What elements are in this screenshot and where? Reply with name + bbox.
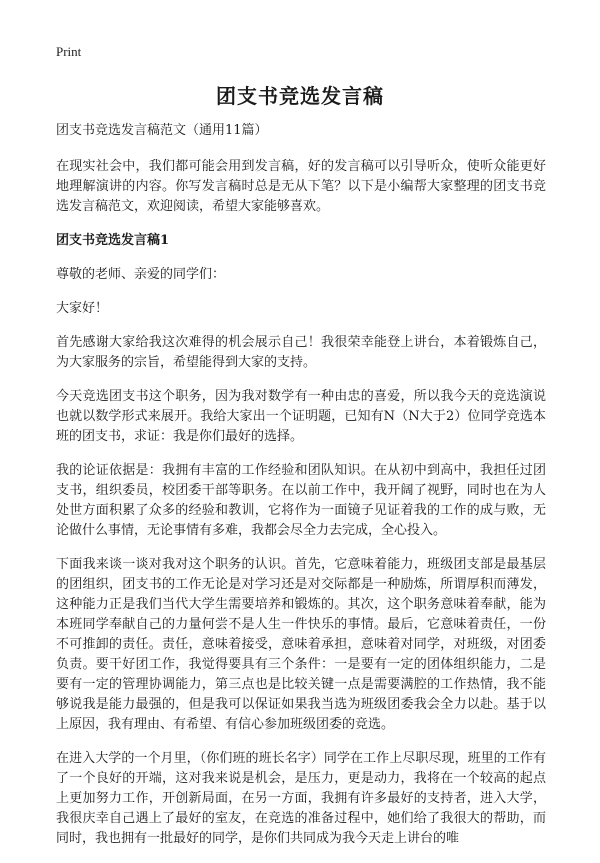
article-subtitle: 团支书竞选发言稿范文（通用11篇） bbox=[56, 123, 268, 138]
body-paragraph: 下面我来谈一谈对我对这个职务的认识。首先，它意味着能力，班级团支部是最基层的团组织，团支书的工作无论是对学习还是对交际都是一种励炼，所谓厚积而薄发，这种能力正是我们当代大学生需要培养和锻炼的。其次，这个职务意味着奉献，能为本班同学奉献自己的力量何尝不是人生一件快乐的事情。最后，它意味着责任，一份不可推卸的责任。责任，意味着接受，意味着承担，意味着对同学，对班级，对团委负责。要干好团工作，我觉得要具有三个条件：一是要有一定的团体组织能力，二是要有一定的管理协调能力，第三点也是比较关键一点是需要满腔的工作热情，我不能够说我是能力最强的，但是我可以保证如果我当选为班级团委我会全力以赴。基于以上原因，我有理由、有希望、有信心参加班级团委的竞选。 bbox=[56, 557, 546, 732]
intro-paragraph: 在现实社会中，我们都可能会用到发言稿，好的发言稿可以引导听众，使听众能更好地理解演讲的内容。你写发言稿时总是无从下笔？以下是小编帮大家整理的团支书竞选发言稿范文，欢迎阅读，希望大家能够喜欢。 bbox=[56, 159, 546, 214]
section-heading: 团支书竞选发言稿1 bbox=[56, 233, 170, 248]
article-body bbox=[56, 121, 546, 863]
page-title: 团支书竞选发言稿 bbox=[216, 84, 384, 108]
body-paragraph: 在进入大学的一个月里，（你们班的班长名字）同学在工作上尽职尽现，班里的工作有了一个良好的开端，这对我来说是机会，是压力，更是动力，我将在一个较高的起点上更加努力工作，开创新局面，在另一方面，我拥有许多最好的支持者，进入大学，我很庆幸自己遇上了最好的室友，在竞选的准备过程中，她们给了我很大的帮助，而同时，我也拥有一批最好的同学，是你们共同成为我今天走上讲台的唯 bbox=[56, 751, 546, 846]
body-paragraph: 今天竞选团支书这个职务，因为我对数学有一种由忠的喜爱，所以我今天的竞选演说也就以数学形式来展开。我给大家出一个证明题，已知有N（N大于2）位同学竞选本班的团支书，求证：我是你们最好的选择。 bbox=[56, 389, 546, 444]
body-paragraph: 我的论证依据是：我拥有丰富的工作经验和团队知识。在从初中到高中，我担任过团支书，组织委员，校团委干部等职务。在以前工作中，我开阔了视野，同时也在为人处世方面积累了众多的经验和教训，它将作为一面镜子见证着我的工作的成与败，无论做什么事情，无论事情有多难，我都会尽全力去完成，全心投入。 bbox=[56, 463, 546, 538]
hello-paragraph: 大家好！ bbox=[56, 301, 109, 316]
body-paragraph: 首先感谢大家给我这次难得的机会展示自己！我很荣幸能登上讲台，本着锻炼自己，为大家服务的宗旨，希望能得到大家的支持。 bbox=[56, 335, 546, 370]
greeting-paragraph: 尊敬的老师、亲爱的同学们： bbox=[56, 267, 226, 282]
print-link[interactable]: Print bbox=[56, 44, 82, 59]
